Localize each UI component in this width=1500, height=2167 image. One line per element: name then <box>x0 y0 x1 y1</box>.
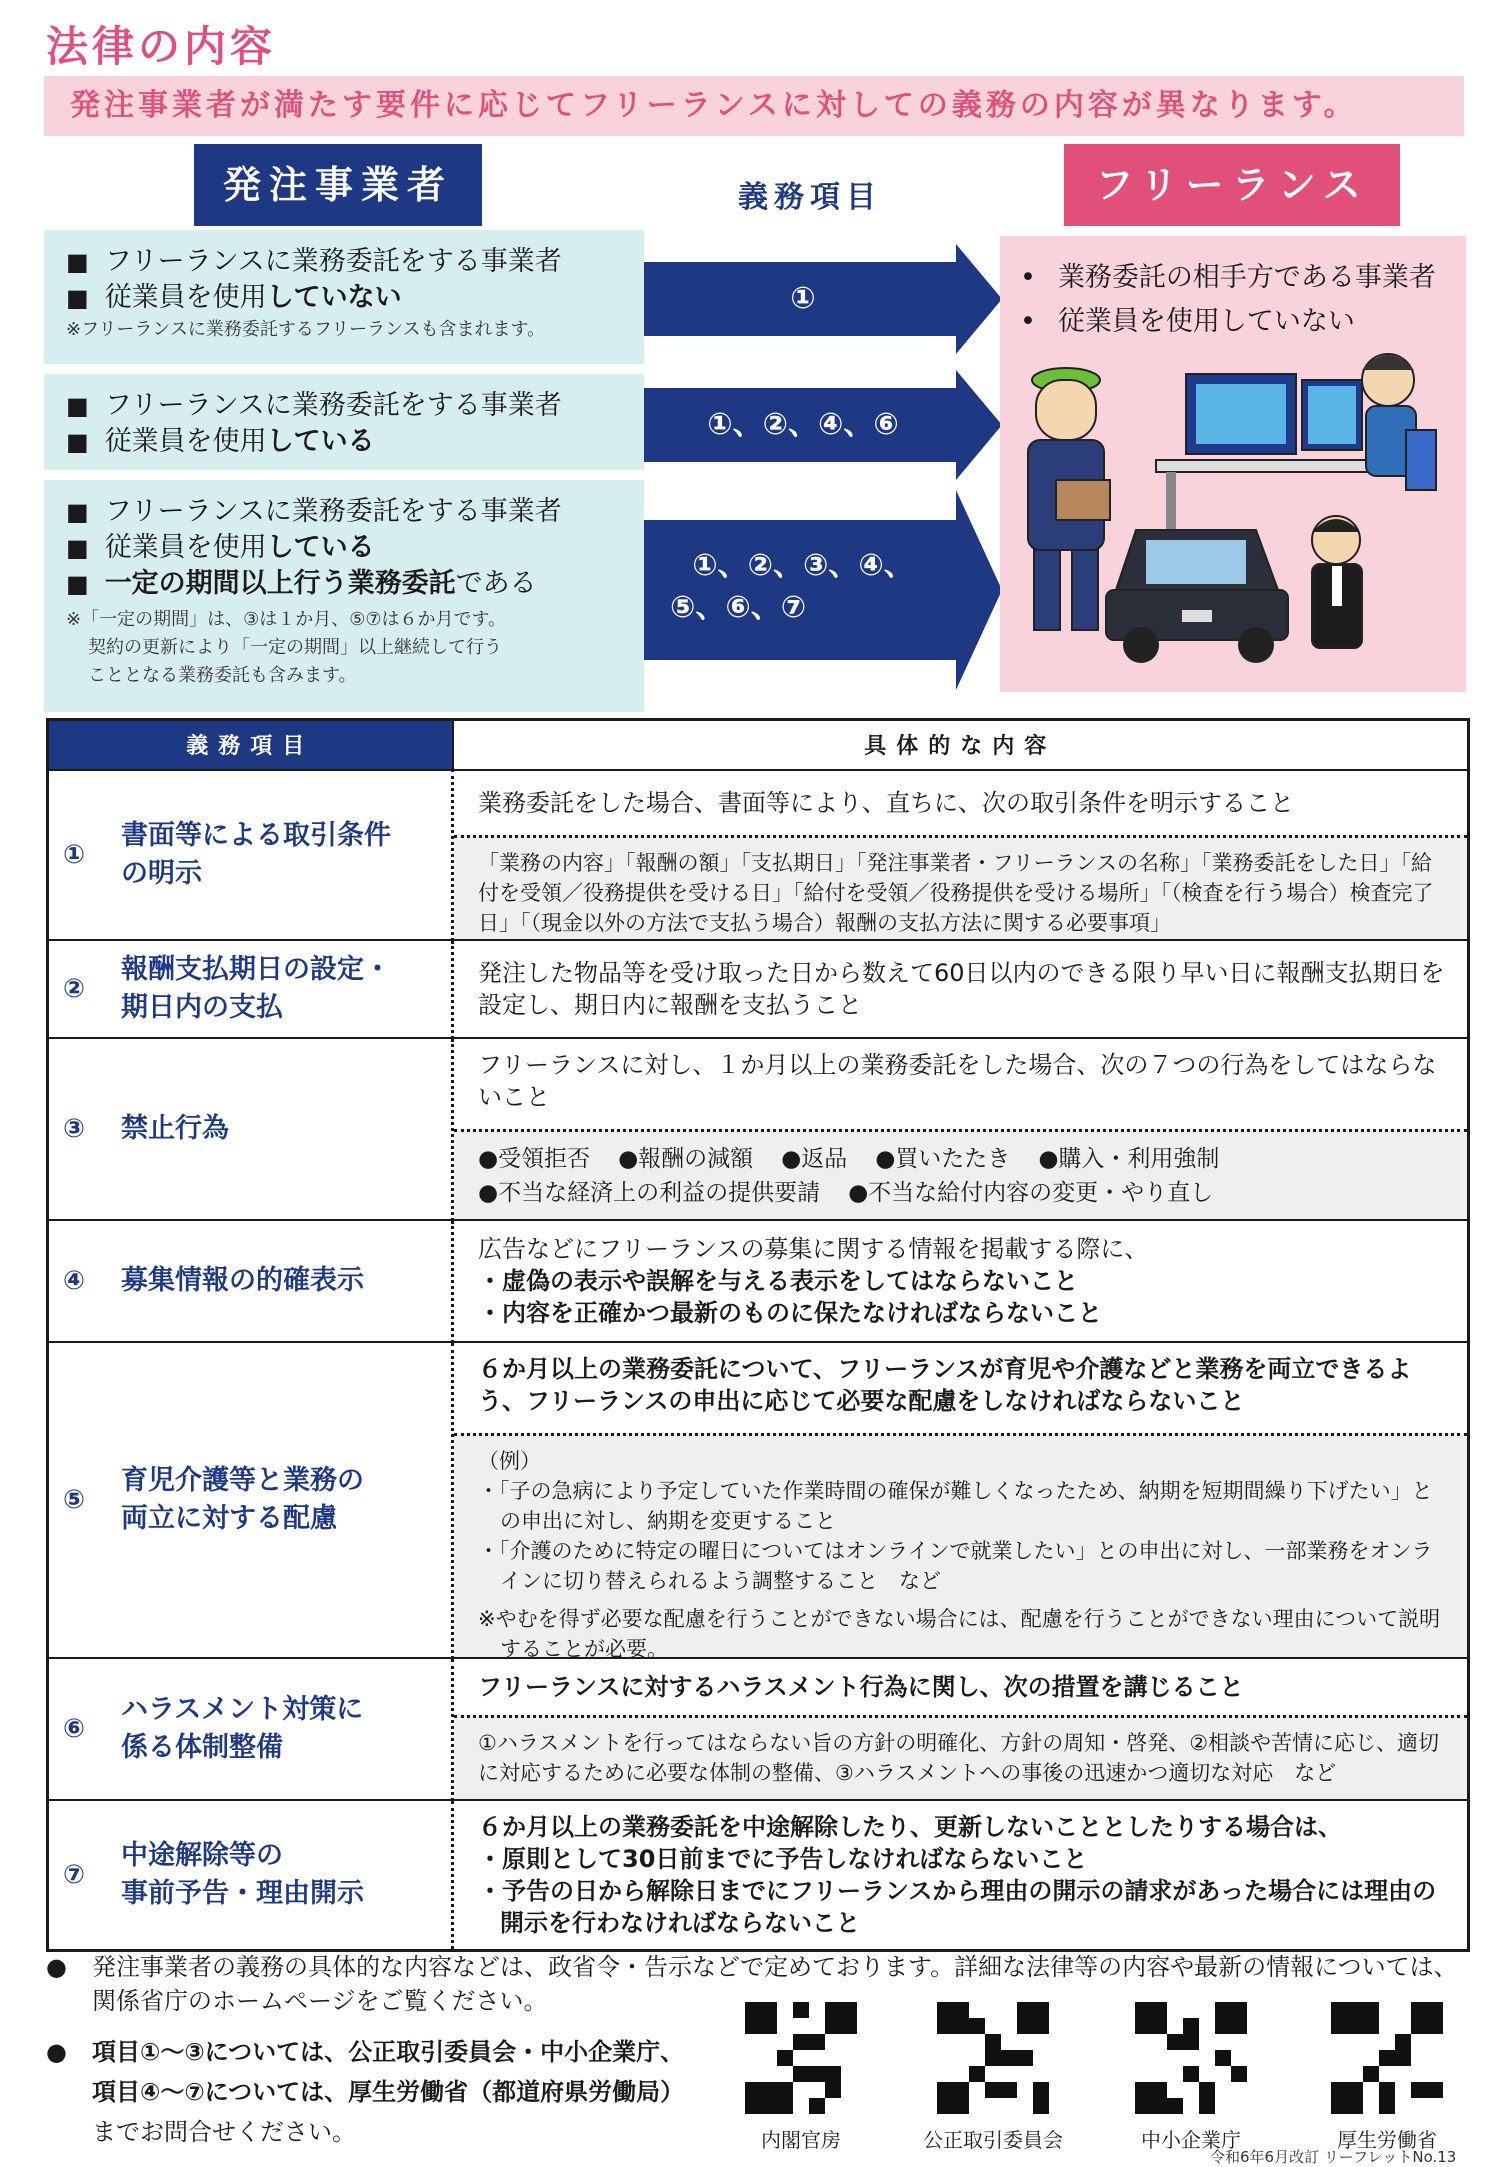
subtitle-text: 発注事業者が満たす要件に応じてフリーランスに対しての義務の内容が異なります。 <box>70 88 1358 123</box>
duty-content <box>453 1220 1469 1342</box>
duty-detail-text: 「業務の内容」「報酬の額」「支払期日」「発注事業者・フリーランスの名称」「業務委託をした日」「給付を受領／役務提供を受ける日」「給付を受領／役務提供を受ける場所」「（検査を行う場合）検査完了日」「（現金以外の方法で支払う場合）報酬の支払方法に関する必要事項」 <box>454 835 1467 939</box>
footer-note: ● 発注事業者の義務の具体的な内容などは、政省令・告示などで定めております。詳細な法律等の内容や最新の情報については、関係省庁のホームページをご覧ください。 <box>46 1950 1466 2018</box>
duty-item <box>48 940 453 1038</box>
duty-list: ⑤、⑥、⑦ <box>670 590 807 625</box>
condition-box-2 <box>44 374 644 470</box>
example-note: ※やむを得ず必要な配慮を行うことができない場合には、配慮を行うことができない理由について説明することが必要。 <box>478 1606 1441 1661</box>
condition-box-1 <box>44 230 644 364</box>
subtitle-band <box>44 76 1464 136</box>
duty-arrow-2 <box>644 370 1002 480</box>
footer-contact-line: 項目④～⑦については、厚生労働省（都道府県労働局） <box>92 2078 685 2106</box>
qr-label: 内閣官房 <box>761 2128 841 2152</box>
duty-name: ハラスメント対策に 係る体制整備 <box>121 1693 364 1763</box>
duty-content <box>453 1342 1469 1661</box>
table-header-content: 具体的な内容 <box>453 720 1469 770</box>
duty-main-text: 業務委託をした場合、書面等により、直ちに、次の取引条件を明示すること <box>478 788 1294 817</box>
condition-note: ※フリーランスに業務委託するフリーランスも含まれます。 <box>66 319 546 340</box>
header-freelance: フリーランス <box>1064 144 1400 226</box>
condition-line: ■ フリーランスに業務委託をする事業者 <box>66 388 622 424</box>
duty-content <box>453 940 1469 1038</box>
condition-note: 契約の更新により「一定の期間」以上継続して行う <box>88 637 502 658</box>
duty-main-text: 発注した物品等を受け取った日から数えて60日以内のできる限り早い日に報酬支払期日を設定し、期日内に報酬を支払うこと <box>478 958 1445 1019</box>
duty-number: ④ <box>63 1265 86 1296</box>
table-row <box>48 940 1469 1038</box>
duty-arrow-3 <box>644 490 1002 690</box>
duty-bullet: ・虚偽の表示や誤解を与える表示をしてはならないこと <box>478 1266 1078 1295</box>
duty-number: ② <box>63 973 86 1004</box>
driver-icon <box>1312 516 1362 648</box>
prohibited-acts-row <box>478 1142 1445 1176</box>
table-row <box>48 1220 1469 1342</box>
prohibited-act: ●不当な経済上の利益の提供要請 <box>478 1179 821 1206</box>
condition-box-3 <box>44 480 644 712</box>
duty-number: ⑦ <box>63 1859 86 1890</box>
qr-label: 中小企業庁 <box>1141 2128 1241 2152</box>
freelance-condition: • 業務委託の相手方である事業者 <box>1020 256 1446 300</box>
table-row <box>48 1038 1469 1220</box>
prohibited-acts <box>454 1129 1467 1219</box>
prohibited-act: ●買いたたき <box>875 1145 1011 1172</box>
header-duty-items: 義務項目 <box>738 180 882 215</box>
duty-name: 報酬支払期日の設定・ 期日内の支払 <box>121 953 391 1023</box>
duty-main-text <box>454 1801 1467 1949</box>
duty-list: ①、②、③、④、 <box>692 548 914 583</box>
duty-examples <box>454 1433 1467 1661</box>
duty-arrow-1 <box>644 244 1002 354</box>
condition-line: ■ 従業員を使用している <box>66 530 622 566</box>
qr-code-icon <box>937 2002 1049 2114</box>
duty-bullet: ・予告の日から解除日までにフリーランスから理由の開示の請求があった場合には理由の開示を行わなければならないこと <box>478 1876 1437 1937</box>
duty-main-text: ６か月以上の業務委託について、フリーランスが育児や介護などと業務を両立できるよう、フリーランスの申出に応じて必要な配慮をしなければならないこと <box>478 1354 1412 1415</box>
duty-item <box>48 1342 453 1658</box>
qr-code-icon <box>1135 2002 1247 2114</box>
qr-label: 公正取引委員会 <box>923 2128 1063 2152</box>
page-title: 法律の内容 <box>46 22 277 71</box>
table-header-row <box>48 720 1469 770</box>
duty-number: ① <box>63 839 86 870</box>
revision-note: 令和6年6月改訂 リーフレットNo.13 <box>1210 2148 1457 2166</box>
delivery-person-icon <box>1028 368 1110 630</box>
prohibited-act: ●返品 <box>781 1145 848 1172</box>
duty-main-text: フリーランスに対するハラスメント行為に関し、次の措置を講じること <box>478 1672 1244 1701</box>
table-header-duty: 義務項目 <box>48 720 453 770</box>
computer-worker-icon <box>1156 354 1436 532</box>
condition-line: ■ 一定の期間以上行う業務委託である <box>66 566 622 602</box>
duty-list: ① <box>790 281 816 316</box>
qr-jftc[interactable] <box>918 2002 1068 2153</box>
condition-note: ※「一定の期間」は、③は１か月、⑤⑦は６か月です。 <box>66 609 507 630</box>
duty-item <box>48 1038 453 1220</box>
example-label: （例） <box>478 1448 541 1473</box>
duty-number: ⑥ <box>63 1713 86 1744</box>
duty-item <box>48 770 453 940</box>
table-row <box>48 1800 1469 1951</box>
qr-code-icon <box>745 2002 857 2114</box>
condition-line: ■ フリーランスに業務委託をする事業者 <box>66 244 622 280</box>
prohibited-act: ●報酬の減額 <box>618 1145 754 1172</box>
duty-details-table <box>46 718 1470 1952</box>
duty-name: 中途解除等の 事前予告・理由開示 <box>121 1839 364 1909</box>
duty-list: ①、②、④、⑥ <box>707 407 899 442</box>
duty-name: 書面等による取引条件 の明示 <box>121 819 391 889</box>
footer-contact-line: までお問合せください。 <box>92 2118 356 2146</box>
duty-content <box>453 1800 1469 1951</box>
freelance-condition: • 従業員を使用していない <box>1020 300 1446 344</box>
duty-bullet: ・原則として30日前までに予告しなければならないこと <box>478 1844 1088 1873</box>
prohibited-act: ●購入・利用強制 <box>1038 1145 1220 1172</box>
qr-cabinet-secretariat[interactable] <box>726 2002 876 2153</box>
duty-bullet: ・内容を正確かつ最新のものに保たなければならないこと <box>478 1298 1102 1327</box>
duty-item <box>48 1800 453 1951</box>
example-item: ・「介護のために特定の曜日についてはオンラインで就業したい」との申出に対し、一部業務をオンラインに切り替えられるよう調整すること など <box>478 1538 1433 1593</box>
car-icon <box>1106 530 1288 663</box>
header-orderer: 発注事業者 <box>194 144 482 226</box>
prohibited-act: ●受領拒否 <box>478 1145 591 1172</box>
example-item: ・「子の急病により予定していた作業時間の確保が難しくなったため、納期を短期間繰り下げたい」との申出に対し、納期を変更すること <box>478 1478 1433 1533</box>
qr-mhlw[interactable] <box>1312 2002 1462 2153</box>
duty-name: 募集情報の的確表示 <box>121 1264 364 1296</box>
condition-line: ■ 従業員を使用していない <box>66 280 622 316</box>
duty-detail-text: ①ハラスメントを行ってはならない旨の方針の明確化、方針の周知・啓発、②相談や苦情に応じ、適切に対応するために必要な体制の整備、③ハラスメントへの事後の迅速かつ適切な対応 など <box>454 1715 1467 1799</box>
duty-item <box>48 1220 453 1342</box>
condition-line: ■ フリーランスに業務委託をする事業者 <box>66 494 622 530</box>
freelancer-illustration <box>1006 340 1460 686</box>
condition-line: ■ 従業員を使用している <box>66 424 622 460</box>
qr-code-icon <box>1331 2002 1443 2114</box>
prohibited-acts-row <box>478 1176 1445 1210</box>
table-row <box>48 770 1469 940</box>
duty-main-text <box>454 1223 1467 1339</box>
duty-intro: 広告などにフリーランスの募集に関する情報を掲載する際に、 <box>478 1234 1149 1263</box>
condition-note: こととなる業務委託も含みます。 <box>88 665 357 686</box>
footer-contact <box>46 2032 684 2152</box>
table-row <box>48 1342 1469 1658</box>
duty-content <box>453 1038 1469 1220</box>
footer-contact-line: ● 項目①～③については、公正取引委員会・中小企業庁、 <box>46 2032 684 2072</box>
duty-main-text: フリーランスに対し、１か月以上の業務委託をした場合、次の７つの行為をしてはならないこと <box>478 1050 1437 1111</box>
duty-name: 育児介護等と業務の 両立に対する配慮 <box>121 1464 364 1534</box>
duty-number: ⑤ <box>63 1484 86 1515</box>
qr-sme-agency[interactable] <box>1116 2002 1266 2153</box>
qr-label: 厚生労働省 <box>1337 2128 1437 2152</box>
duty-content <box>453 1658 1469 1800</box>
duty-name: 禁止行為 <box>121 1112 229 1144</box>
prohibited-act: ●不当な給付内容の変更・やり直し <box>848 1179 1214 1206</box>
duty-item <box>48 1658 453 1800</box>
table-row <box>48 1658 1469 1800</box>
duty-intro: ６か月以上の業務委託を中途解除したり、更新しないこととしたりする場合は、 <box>478 1812 1342 1841</box>
duty-number: ③ <box>63 1113 86 1144</box>
duty-content <box>453 770 1469 940</box>
